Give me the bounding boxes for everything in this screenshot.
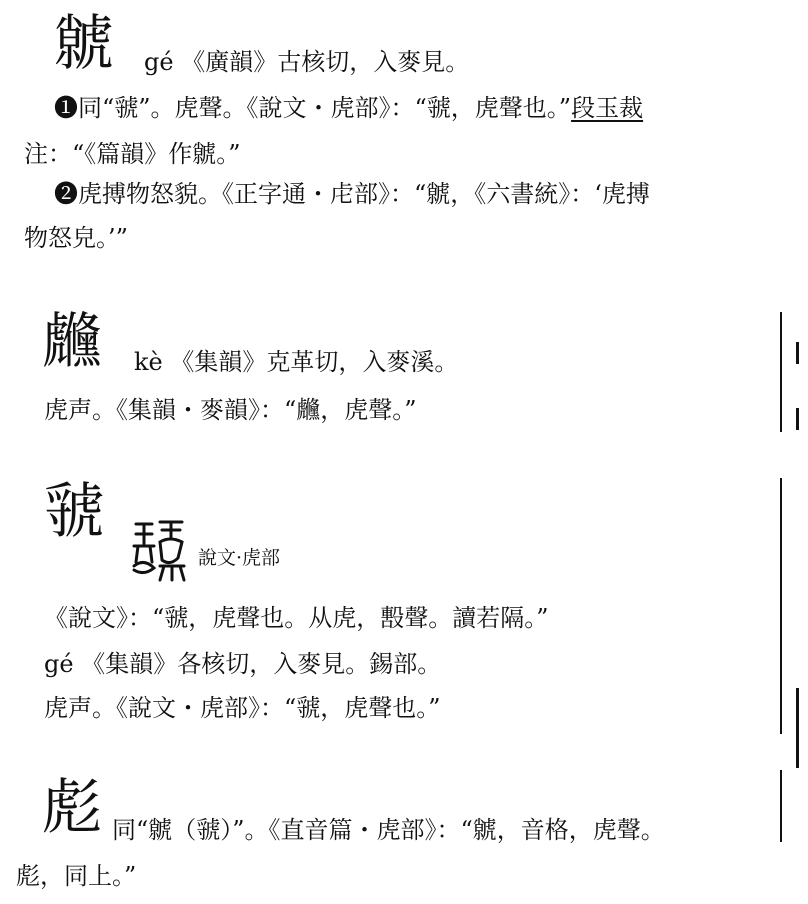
headword-4: 彪 (42, 773, 102, 843)
sense-2-line: ❷虎搏物怒貌。《正字通・虍部》：“虩，《六書統》：‘虎搏 (54, 180, 650, 208)
margin-rule-1 (780, 312, 782, 432)
sense-2-continuation: 物怒皃。’” (24, 224, 128, 252)
seal-script-glyph (130, 518, 188, 582)
pronunciation-2: kè 《集韻》克革切，入麥溪。 (134, 348, 459, 376)
sense-1-line (54, 96, 643, 120)
margin-tick-2 (796, 408, 799, 430)
entry-3-line-3: 虎声。《說文・虎部》：“虢，虎聲也。” (44, 694, 441, 722)
margin-rule-3 (780, 770, 782, 842)
headword-3: 虢 (44, 477, 104, 547)
margin-tick-3 (796, 688, 799, 768)
headword-2: 虪 (42, 307, 102, 377)
sense-1-underlined-name: 段玉裁 (571, 94, 644, 122)
seal-caption: 說文·虎部 (198, 547, 281, 569)
margin-tick-1 (796, 342, 799, 364)
entry-3-line-2: gé 《集韻》各核切，入麥見。錫部。 (44, 650, 442, 678)
sense-1-text: ❶同“虢”。虎聲。《說文・虎部》：“虢，虎聲也。” (54, 94, 572, 122)
pronunciation-1: gé 《廣韻》古核切，入麥見。 (144, 48, 470, 76)
sense-1-continuation: 注：“《篇韻》作虩。” (24, 140, 241, 168)
definition-2: 虎声。《集韻・麥韻》：“虪，虎聲。” (44, 396, 417, 424)
margin-rule-2 (780, 478, 782, 734)
entry-3-line-1: 《說文》：“虢，虎聲也。从虎，毄聲。讀若隔。” (44, 604, 549, 632)
entry-4-line-2: 彪，同上。” (16, 862, 137, 890)
entry-4-line-1: 同“虩（虢）”。《直音篇・虎部》：“虩，音格，虎聲。 (112, 816, 665, 844)
headword-1: 虩 (54, 9, 114, 79)
